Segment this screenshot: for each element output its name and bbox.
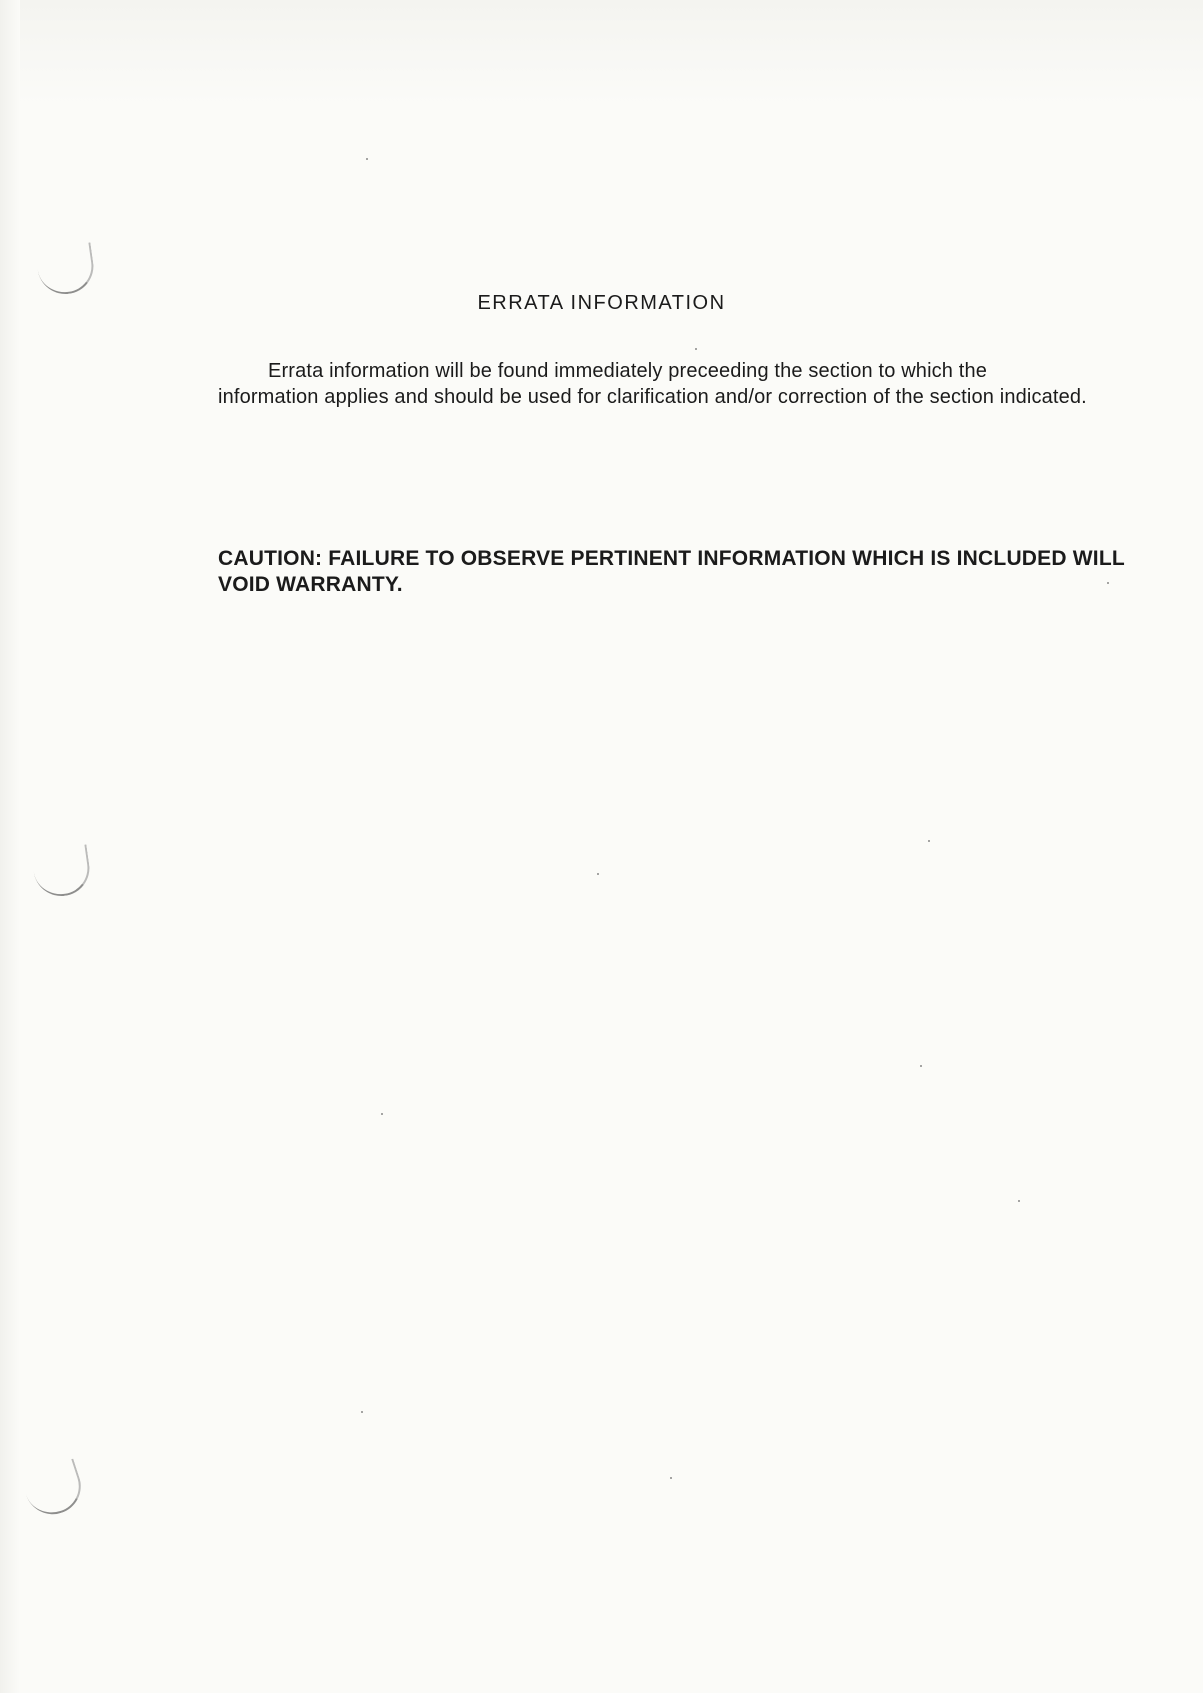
scan-speck (366, 158, 368, 160)
binder-hole-top (35, 242, 97, 297)
scan-speck (670, 1477, 672, 1479)
document-title: ERRATA INFORMATION (477, 292, 726, 315)
scan-speck (928, 840, 930, 842)
scan-speck (695, 348, 697, 350)
binder-hole-bottom (20, 1459, 88, 1522)
binder-hole-middle (31, 844, 93, 899)
scan-speck (381, 1113, 383, 1115)
scan-speck (597, 873, 599, 875)
errata-paragraph: Errata information will be found immediately preceeding the section to which the information applies and should be used for clarification and/or correction of the section indicated. (218, 360, 1087, 408)
scan-speck (1107, 582, 1109, 584)
warranty-caution: CAUTION: FAILURE TO OBSERVE PERTINENT INFORMATION WHICH IS INCLUDED WILL VOID WARRANTY. (218, 547, 1125, 596)
scan-top-shadow (0, 0, 1203, 105)
scan-speck (361, 1411, 363, 1413)
scan-left-shadow (0, 0, 20, 1693)
scan-speck (920, 1065, 922, 1067)
scan-speck (1018, 1200, 1020, 1202)
